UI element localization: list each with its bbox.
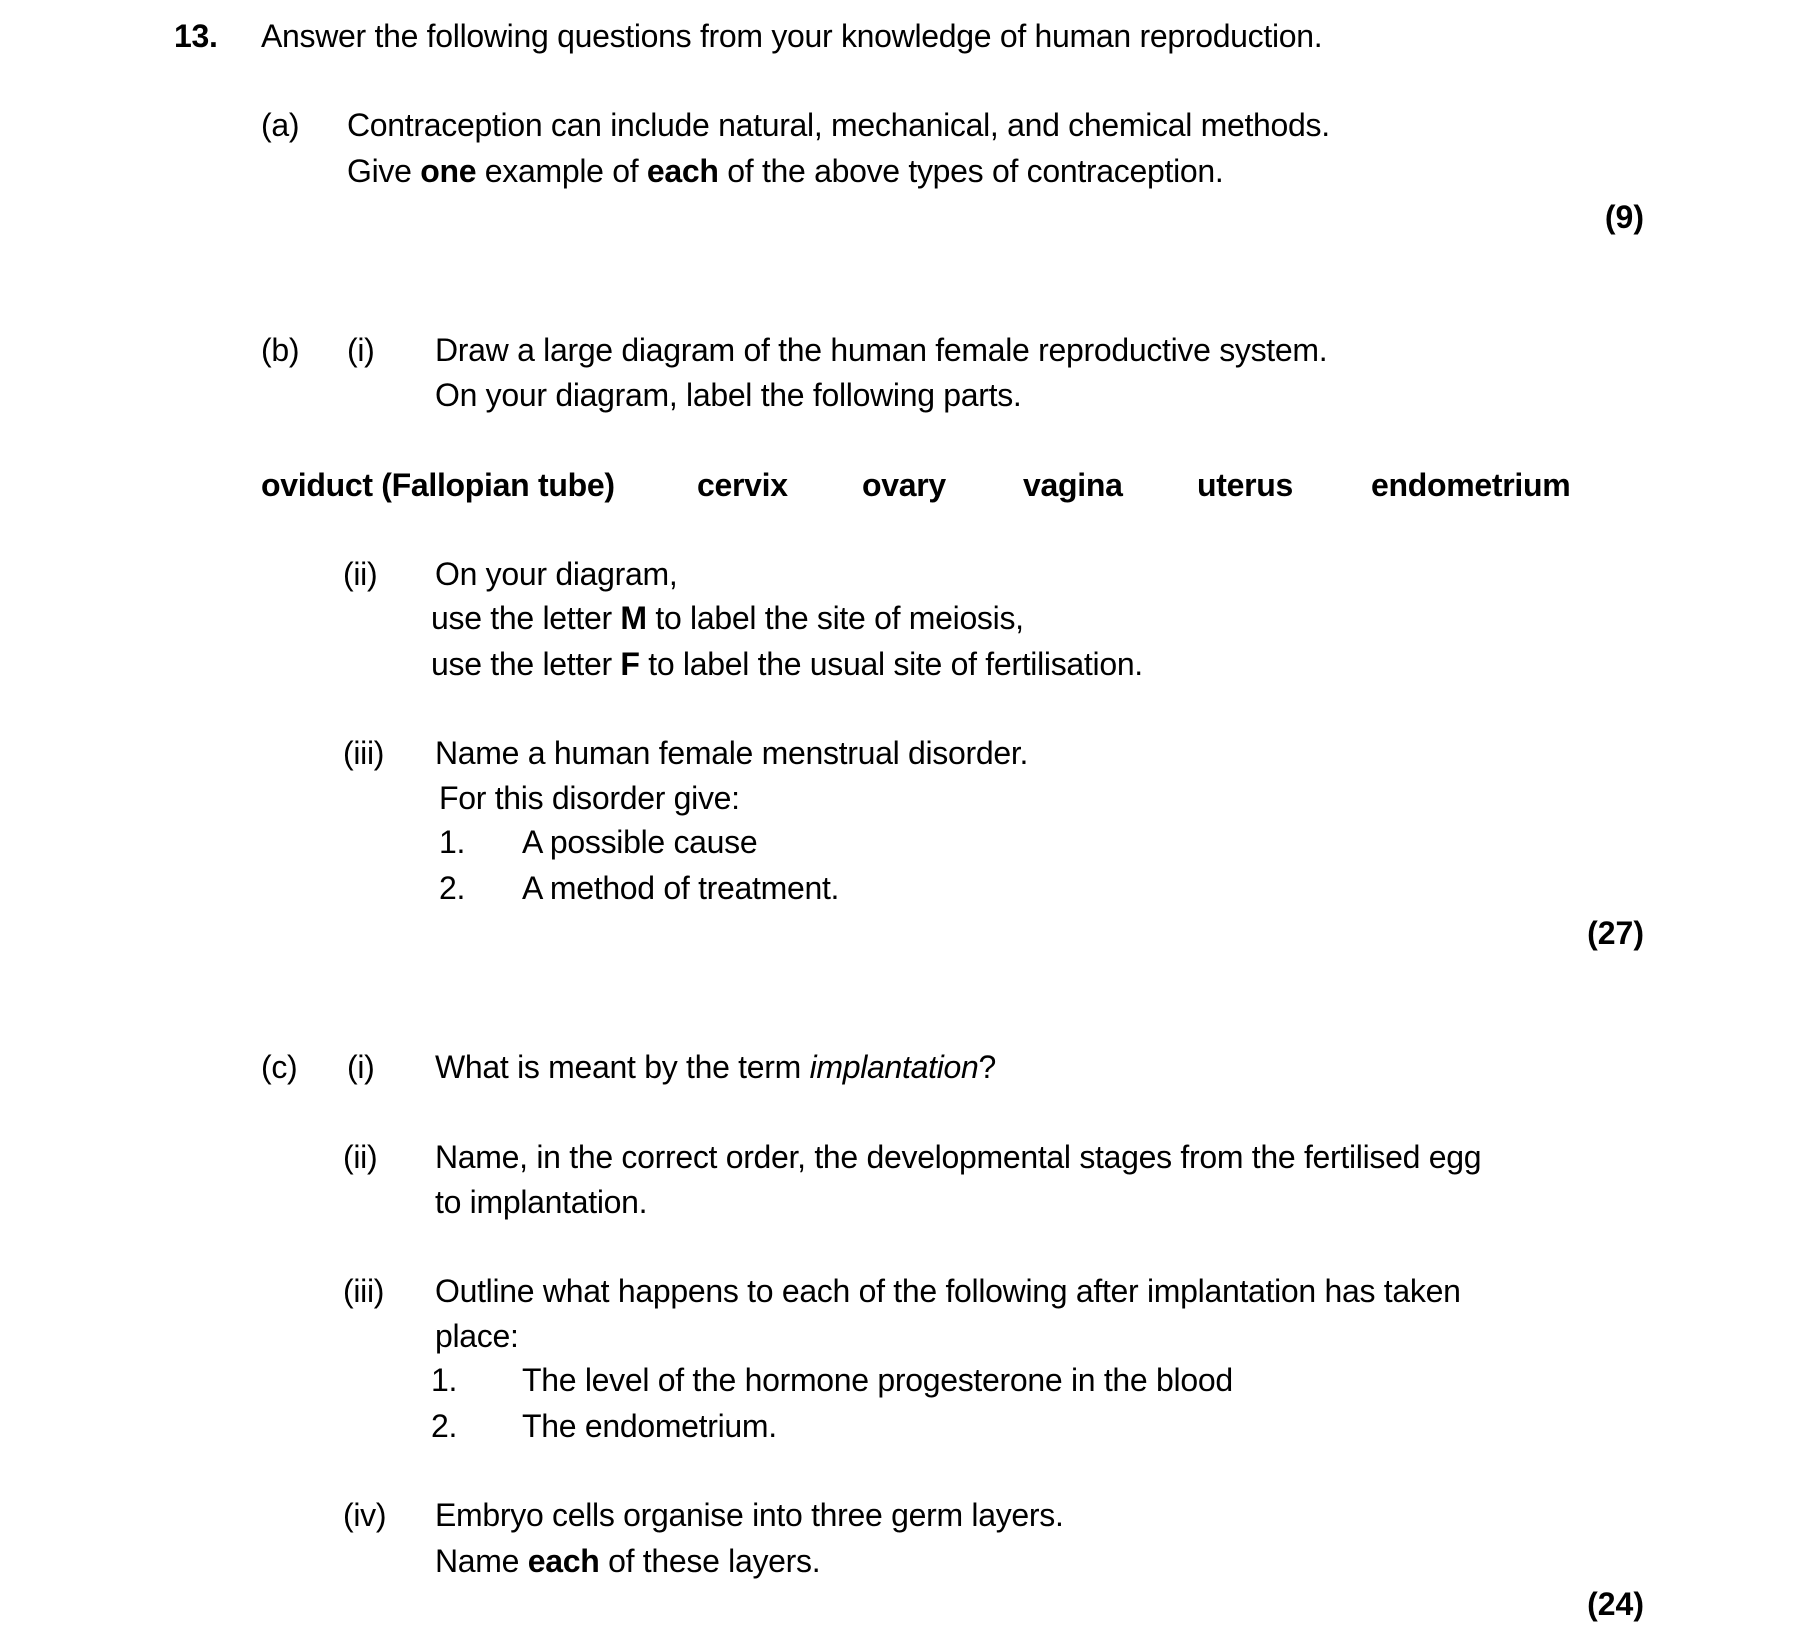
letter-m: M xyxy=(620,600,647,636)
text: to label the usual site of fertilisation. xyxy=(639,646,1143,682)
part-c-iv-line1: Embryo cells organise into three germ layers. xyxy=(435,1497,1064,1533)
text: use the letter xyxy=(431,600,621,636)
part-c-ii-label: (ii) xyxy=(343,1139,378,1175)
part-name-cervix: cervix xyxy=(697,467,788,503)
part-b-iii-item2-text: A method of treatment. xyxy=(522,870,840,906)
part-a-marks: (9) xyxy=(1604,199,1644,235)
part-c-iii-line2: place: xyxy=(435,1318,519,1354)
part-b-ii-label: (ii) xyxy=(343,556,378,592)
part-c-iii-line1: Outline what happens to each of the following after implantation has taken xyxy=(435,1273,1461,1309)
text: example of xyxy=(476,153,647,189)
part-c-iv-label: (iv) xyxy=(343,1497,387,1533)
part-c-ii-line1: Name, in the correct order, the developmental stages from the fertilised egg xyxy=(435,1139,1482,1175)
part-b-label: (b) xyxy=(261,332,300,368)
term-implantation: implantation xyxy=(809,1049,979,1085)
part-c-i-label: (i) xyxy=(347,1049,375,1085)
part-c-i-text xyxy=(435,1047,996,1087)
text: use the letter xyxy=(431,646,621,682)
part-b-i-label: (i) xyxy=(347,332,375,368)
part-c-ii-line2: to implantation. xyxy=(435,1184,648,1220)
part-b-iii-item1-num: 1. xyxy=(439,824,466,860)
part-b-iii-item1-text: A possible cause xyxy=(522,824,758,860)
part-c-label: (c) xyxy=(261,1049,298,1085)
part-name-endometrium: endometrium xyxy=(1371,467,1571,503)
text: of the above types of contraception. xyxy=(718,153,1224,189)
text: Give xyxy=(347,153,421,189)
text: of these layers. xyxy=(599,1543,821,1579)
emphasis-each: each xyxy=(646,153,719,189)
part-name-uterus: uterus xyxy=(1197,467,1293,503)
emphasis-each: each xyxy=(527,1543,600,1579)
part-a-line2 xyxy=(347,151,1223,191)
text: ? xyxy=(978,1049,997,1085)
text: What is meant by the term xyxy=(435,1049,810,1085)
part-b-iii-line2: For this disorder give: xyxy=(439,780,740,816)
emphasis-one: one xyxy=(420,153,477,189)
part-b-ii-line2 xyxy=(431,598,1024,638)
part-name-ovary: ovary xyxy=(862,467,946,503)
text: to label the site of meiosis, xyxy=(646,600,1024,636)
part-b-i-line1: Draw a large diagram of the human female reproductive system. xyxy=(435,332,1328,368)
part-b-i-line2: On your diagram, label the following parts. xyxy=(435,377,1022,413)
question-intro: Answer the following questions from your knowledge of human reproduction. xyxy=(261,18,1323,54)
letter-f: F xyxy=(620,646,640,682)
part-name-vagina: vagina xyxy=(1023,467,1123,503)
part-a-label: (a) xyxy=(261,107,300,143)
part-c-iii-item1-text: The level of the hormone progesterone in the blood xyxy=(522,1362,1233,1398)
part-c-iii-item1-num: 1. xyxy=(431,1362,458,1398)
part-c-iii-item2-text: The endometrium. xyxy=(522,1408,777,1444)
part-b-iii-label: (iii) xyxy=(343,735,385,771)
part-b-marks: (27) xyxy=(1587,915,1644,951)
question-number: 13. xyxy=(174,18,218,54)
part-b-ii-line3 xyxy=(431,644,1143,684)
part-c-iii-item2-num: 2. xyxy=(431,1408,458,1444)
part-b-iii-item2-num: 2. xyxy=(439,870,466,906)
part-b-ii-line1: On your diagram, xyxy=(435,556,678,592)
part-c-iv-line2 xyxy=(435,1541,820,1581)
part-c-iii-label: (iii) xyxy=(343,1273,385,1309)
part-b-iii-line1: Name a human female menstrual disorder. xyxy=(435,735,1029,771)
part-c-marks: (24) xyxy=(1587,1586,1644,1622)
text: Name xyxy=(435,1543,528,1579)
part-a-line1: Contraception can include natural, mechanical, and chemical methods. xyxy=(347,107,1330,143)
part-name-oviduct: oviduct (Fallopian tube) xyxy=(261,467,615,503)
